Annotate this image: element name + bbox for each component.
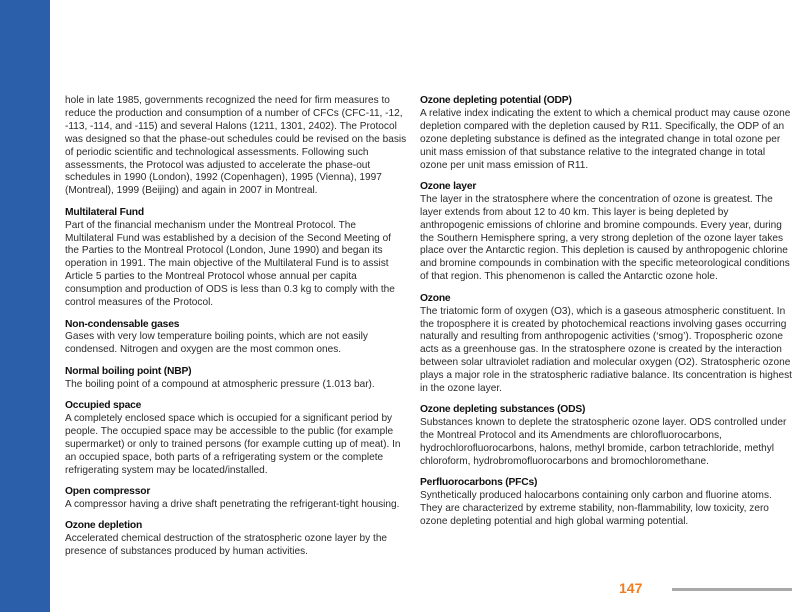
page-number: 147 [619,580,643,596]
glossary-entry [65,319,407,358]
glossary-term: Ozone depletion [65,520,143,532]
glossary-entry [65,366,407,392]
right-column [420,95,792,538]
glossary-entry [65,486,407,512]
glossary-definition: Accelerated chemical destruction of the stratospheric ozone layer by the presence of substances produced by human activities. [65,533,388,558]
glossary-definition: The layer in the stratosphere where the concentration of ozone is greatest. The layer extends from about 12 to 40 km. This layer is being depleted by anthropogenic emissions of chlorine and bromine compounds. Every year, during the Southern Hemisphere spring, a very strong depletion of the ozone layer takes place over the Antarctic region. This depletion is caused by anthropogenic chlorine and bromine compounds in combination with the specific meteorological conditions of that region. This phenomenon is called the Antarctic ozone hole. [420,193,790,283]
glossary-term: Multilateral Fund [65,206,144,218]
glossary-definition: A compressor having a drive shaft penetrating the refrigerant-tight housing. [65,498,400,510]
glossary-definition: Substances known to deplete the stratospheric ozone layer. ODS controlled under the Montreal Protocol and its Amendments are chlorofluorocarbons, hydrochlorofluorocarbons, halons, methyl bromide, carbon tetrachloride, methyl chloroform, hydrobromofluorocarbons and bromochloromethane. [420,417,787,468]
section-title: Glossary [48,48,85,181]
glossary-term: Occupied space [65,400,142,412]
glossary-definition: The triatomic form of oxygen (O3), which is a gaseous atmospheric constituent. In the troposphere it is created by photochemical reactions involving gases occurring naturally and resulting from anthropogenic activities (‘smog’). Tropospheric ozone acts as a greenhouse gas. In the stratosphere ozone is created by the interaction between solar ultraviolet radiation and molecular oxygen (O2). Stratospheric ozone plays a major role in the stratospheric radiative balance. Its concentration is highest in the ozone layer. [420,305,792,395]
glossary-term: Ozone depleting potential (ODP) [420,95,572,106]
glossary-entry [420,404,792,469]
footer-rule [672,588,792,591]
glossary-entry [420,293,792,396]
glossary-entry [65,520,407,559]
glossary-term: Ozone depleting substances (ODS) [420,404,586,416]
glossary-term: Ozone [420,292,451,304]
glossary-term: Perfluorocarbons (PFCs) [420,477,538,489]
glossary-term: Non-condensable gases [65,318,180,330]
glossary-term: Ozone layer [420,180,477,192]
glossary-entry [420,477,792,529]
left-column [65,95,407,568]
glossary-term: Normal boiling point (NBP) [65,365,192,377]
glossary-definition: Gases with very low temperature boiling points, which are not easily condensed. Nitrogen and oxygen are the most common ones. [65,331,368,356]
glossary-entry [65,400,407,477]
glossary-definition: The boiling point of a compound at atmospheric pressure (1.013 bar). [65,378,375,390]
glossary-entry [420,95,792,172]
intro-text: hole in late 1985, governments recognized the need for firm measures to reduce the production and consumption of a number of CFCs (CFC-11, -12, -113, -114, and -115) and several Halons (1211, 1301, 2402). The Protocol was designed so that the phase-out schedules could be revised on the basis of periodic scientific and technological assessments. Following such assessments, the Protocol was adjusted to accelerate the phase-out schedules in 1990 (London), 1992 (Copenhagen), 1995 (Vienna), 1997 (Montreal), 1999 (Beijing) and again in 2007 in Montreal. [65,95,407,197]
glossary-definition: A relative index indicating the extent to which a chemical product may cause ozone depletion compared with the depletion caused by R11. Specifically, the ODP of an ozone depleting substance is defined as the integrated change in total ozone per unit mass emission of that substance relative to the integrated change in total ozone per unit mass emission of R11. [420,107,791,171]
glossary-entry [65,207,407,310]
section-sidebar [0,0,85,612]
intro-paragraph [65,95,407,198]
glossary-definition: Synthetically produced halocarbons containing only carbon and fluorine atoms. They are characterized by extreme stability, non-flammability, low toxicity, zero ozone depleting potential and high global warming potential. [420,490,772,528]
glossary-definition: A completely enclosed space which is occupied for a significant period by people. The occupied space may be accessible to the public (for example supermarket) or only to trained persons (for example cutting up of meat). In an occupied space, both parts of a refrigerating system or the complete refrigerating system may be located/installed. [65,412,401,476]
glossary-term: Open compressor [65,485,151,497]
glossary-entry [420,181,792,284]
glossary-definition: Part of the financial mechanism under the Montreal Protocol. The Multilateral Fund was established by a decision of the Second Meeting of the Parties to the Montreal Protocol (London, June 1990) and began its operation in 1991. The main objective of the Multilateral Fund is to assist Article 5 parties to the Montreal Protocol whose annual per capita consumption and production of ODS is less than 0.3 kg to comply with the control measures of the Protocol. [65,219,395,309]
